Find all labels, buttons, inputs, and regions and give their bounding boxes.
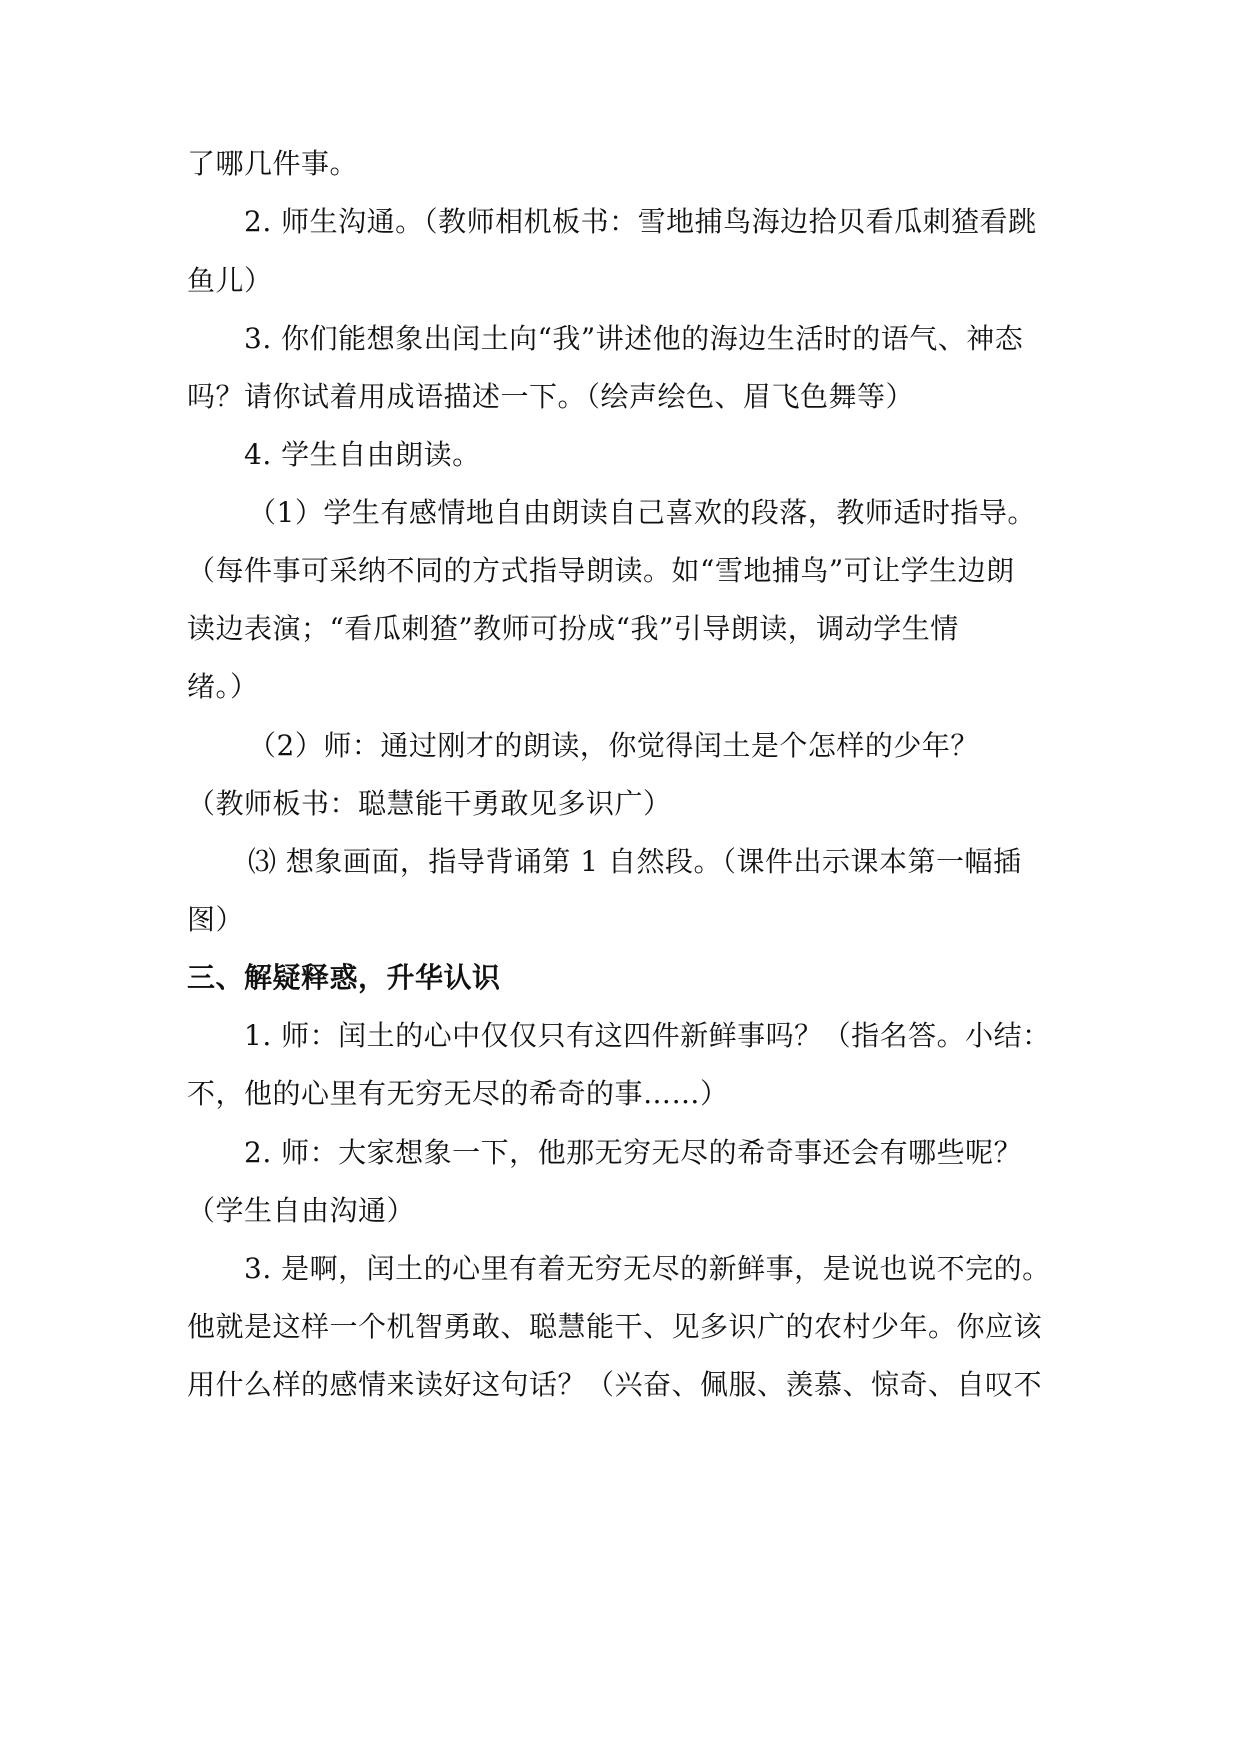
text-line: 绪。） [187,670,259,703]
text-line: 鱼儿） [187,264,273,297]
text-line: 用什么样的感情来读好这句话？（兴奋、佩服、羡慕、惊奇、自叹不 [187,1368,1043,1401]
text-line: 读边表演；“看瓜刺猹”教师可扮成“我”引导朗读，调动学生情 [187,612,959,645]
text-line: （学生自由沟通） [187,1194,416,1227]
text-line: 不，他的心里有无穷无尽的希奇的事……） [187,1077,729,1110]
text-line: 了哪几件事。 [187,147,359,180]
text-line: （教师板书：聪慧能干勇敢见多识广） [187,787,672,820]
text-line: 3. 是啊，闰土的心里有着无穷无尽的新鲜事，是说也说不完的。 [244,1252,1051,1285]
text-line: 吗？请你试着用成语描述一下。（绘声绘色、眉飞色舞等） [187,380,915,413]
text-line: （1）学生有感情地自由朗读自己喜欢的段落，教师适时指导。 [248,496,1036,529]
text-line: 他就是这样一个机智勇敢、聪慧能干、见多识广的农村少年。你应该 [187,1310,1043,1343]
text-line: 3. 你们能想象出闰土向“我”讲述他的海边生活时的语气、神态 [244,322,1024,355]
text-line: （2）师：通过刚才的朗读，你觉得闰土是个怎样的少年？ [248,729,979,762]
text-line: 2. 师生沟通。（教师相机板书：雪地捕鸟海边拾贝看瓜刺猹看跳 [244,205,1037,238]
text-line: 图） [187,903,245,936]
text-line: ⑶ 想象画面，指导背诵第 1 自然段。（课件出示课本第一幅插 [248,845,1022,878]
text-line: 1. 师：闰土的心中仅仅只有这四件新鲜事吗？（指名答。小结： [244,1019,1051,1052]
text-line: （每件事可采纳不同的方式指导朗读。如“雪地捕鸟”可让学生边朗 [187,554,1015,587]
text-line: 2. 师：大家想象一下，他那无穷无尽的希奇事还会有哪些呢？ [244,1136,1023,1169]
text-line: 4. 学生自由朗读。 [244,438,481,471]
section-heading: 三、解疑释惑，升华认识 [187,961,501,994]
